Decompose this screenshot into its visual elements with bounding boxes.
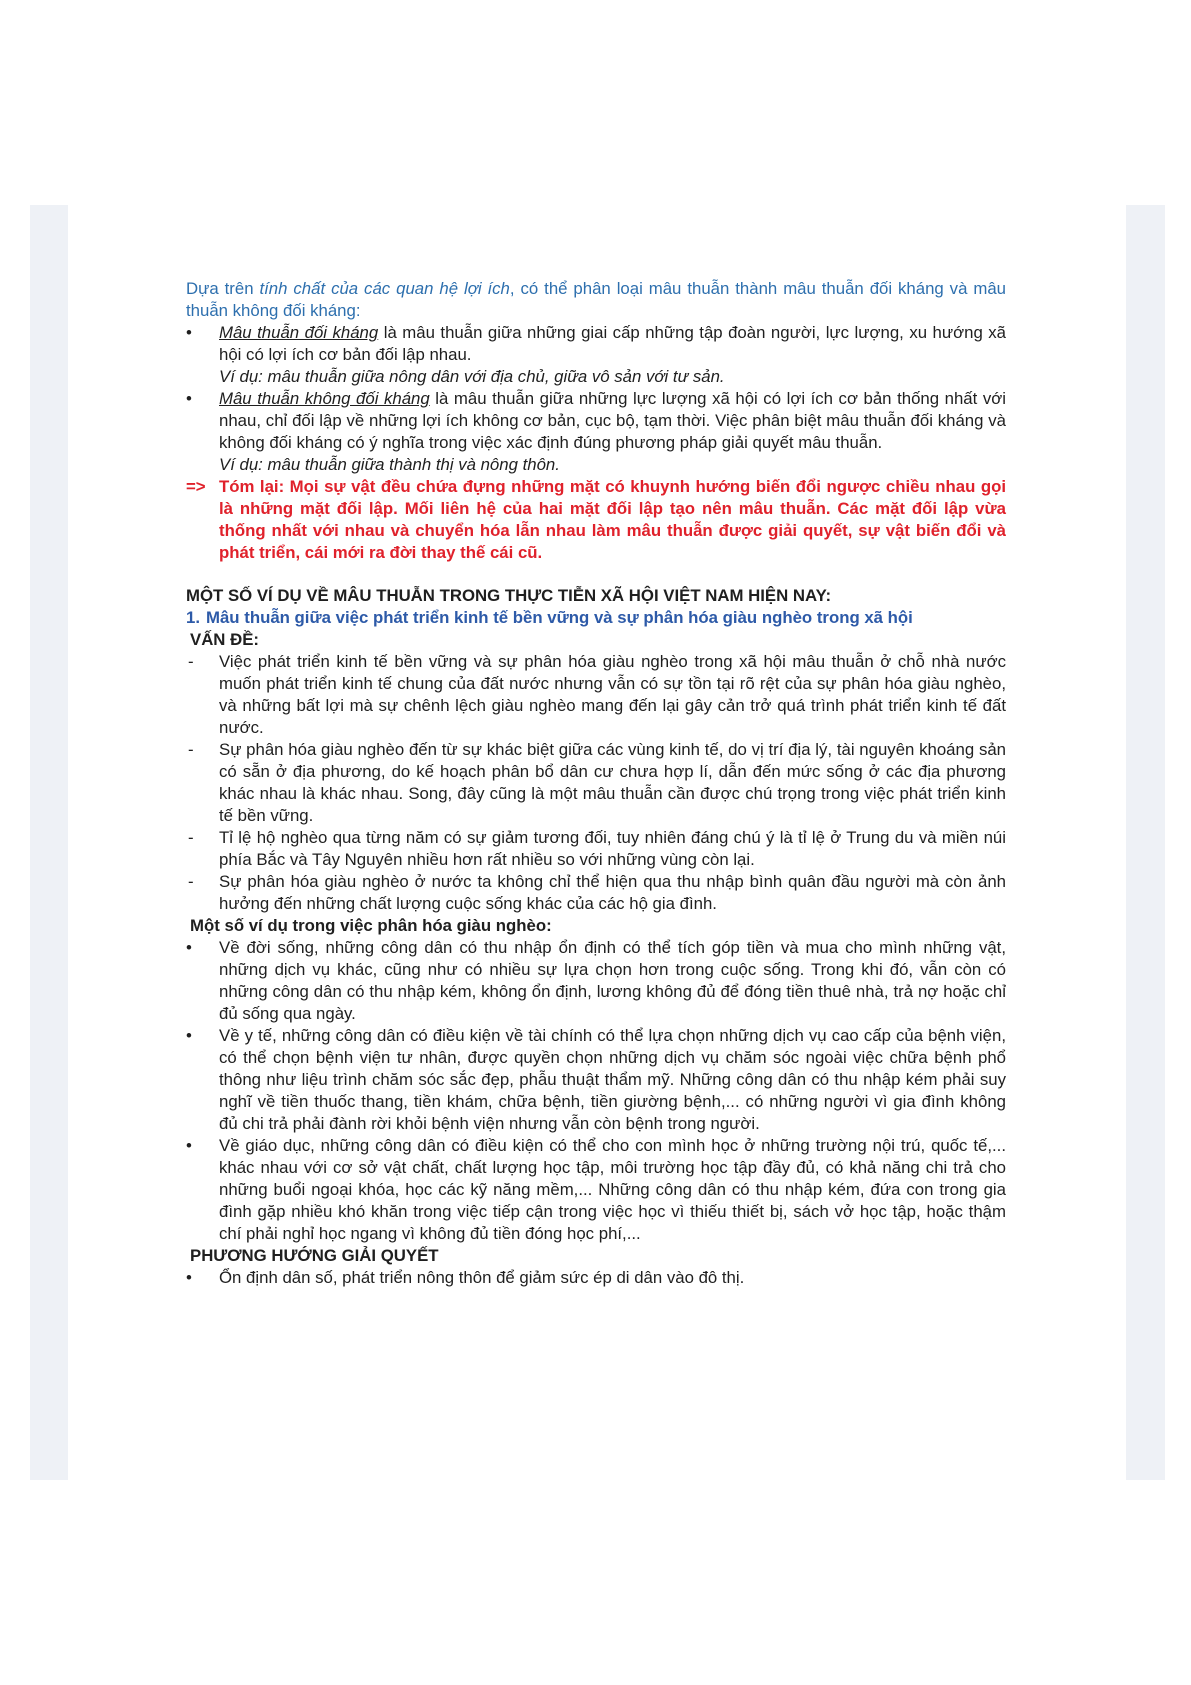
example-non-antagonistic: Ví dụ: mâu thuẫn giữa thành thị và nông thôn.: [219, 455, 560, 474]
subsection-number: 1.: [186, 608, 200, 627]
example-item: Về giáo dục, những công dân có điều kiện có thể cho con mình học ở những trường nội trú, quốc tế,... khác nhau với cơ sở vật chất, chất lượng học tập, môi trường học tập đầy đủ, có khả năng chi trả cho những buổi ngoại khóa, học các kỹ năng mềm,... Những công dân có thu nhập kém, đứa con trong gia đình gặp nhiều khó khăn trong việc tiếp cận trong việc học vì thiếu thiết bị, sách vở học tập, hoặc thậm chí phải nghỉ học ngang vì không đủ tiền đóng học phí,...: [219, 1136, 1006, 1243]
term-non-antagonistic: Mâu thuẫn không đối kháng: [219, 389, 430, 408]
list-item: [186, 871, 1006, 915]
intro-post: , có thể phân loại mâu thuẫn thành mâu thuẫn đối kháng và mâu thuẫn không đối kháng:: [186, 279, 1006, 320]
bullet-marker: •: [186, 938, 192, 957]
dash-marker: -: [188, 652, 194, 671]
list-item: [186, 937, 1006, 1025]
summary-arrow: =>: [186, 477, 206, 496]
subsection-title: Mâu thuẫn giữa việc phát triển kinh tế bền vững và sự phân hóa giàu nghèo trong xã hội: [206, 608, 913, 627]
dash-marker: -: [188, 872, 194, 891]
bullet-marker: •: [186, 389, 192, 408]
example-antagonistic: Ví dụ: mâu thuẫn giữa nông dân với địa chủ, giữa vô sản với tư sản.: [219, 367, 725, 386]
solution-item: Ổn định dân số, phát triển nông thôn để giảm sức ép di dân vào đô thị.: [219, 1268, 745, 1287]
term-antagonistic: Mâu thuẫn đối kháng: [219, 323, 379, 342]
subsection-heading: [186, 607, 1006, 629]
list-item: [186, 651, 1006, 739]
intro-italic: tính chất của các quan hệ lợi ích: [259, 279, 510, 298]
section-title: MỘT SỐ VÍ DỤ VỀ MÂU THUẪN TRONG THỰC TIỄN XÃ HỘI VIỆT NAM HIỆN NAY:: [186, 586, 832, 605]
list-item: [186, 1135, 1006, 1245]
problem-item: Sự phân hóa giàu nghèo đến từ sự khác biệt giữa các vùng kinh tế, do vị trí địa lý, tài nguyên khoáng sản có sẵn ở địa phương, do kế hoạch phân bổ dân cư chưa hợp lí, dẫn đến mức sống ở các địa phương khác nhau là khác nhau. Song, đây cũng là một mâu thuẫn cần được chú trọng trong việc phát triển kinh tế bền vững.: [219, 740, 1006, 825]
bullet-marker: •: [186, 1026, 192, 1045]
document-page: [68, 205, 1126, 1480]
intro-pre: Dựa trên: [186, 279, 260, 298]
summary-text: Tóm lại: Mọi sự vật đều chứa đựng những mặt có khuynh hướng biến đổi ngược chiều nhau gọi là những mặt đối lập. Mối liên hệ của hai mặt đối lập tạo nên mâu thuẫn. Các mặt đối lập vừa thống nhất với nhau và chuyển hóa lẫn nhau làm mâu thuẫn được giải quyết, sự vật biến đổi và phát triển, cái mới ra đời thay thế cái cũ.: [219, 477, 1006, 562]
bullet-marker: •: [186, 1268, 192, 1287]
problem-heading: VẤN ĐỀ:: [190, 630, 259, 649]
list-item: [186, 1267, 1006, 1289]
page-content: [186, 278, 1006, 1289]
type-item-non-antagonistic: [186, 388, 1006, 454]
bullet-marker: •: [186, 323, 192, 342]
example-item: Về y tế, những công dân có điều kiện về tài chính có thể lựa chọn những dịch vụ cao cấp của bệnh viện, có thể chọn bệnh viện tư nhân, được quyền chọn những dịch vụ chăm sóc ngoài việc chữa bệnh phổ thông như liệu trình chăm sóc sắc đẹp, phẫu thuật thẩm mỹ. Những công dân có thu nhập kém phải suy nghĩ về tiền thuốc thang, tiền khám, chữa bệnh, tiền giường bệnh,... có những người vì gia đình không đủ chi trả phải đành rời khỏi bệnh viện nhưng vẫn còn bệnh trong người.: [219, 1026, 1006, 1133]
list-item: [186, 1025, 1006, 1135]
type-text: là mâu thuẫn giữa những giai cấp những tập đoàn người, lực lượng, xu hướng xã hội có lợi ích cơ bản đối lập nhau.: [219, 323, 1006, 364]
list-item: [186, 739, 1006, 827]
examples-heading: Một số ví dụ trong việc phân hóa giàu nghèo:: [190, 916, 552, 935]
problem-item: Việc phát triển kinh tế bền vững và sự phân hóa giàu nghèo trong xã hội mâu thuẫn ở chỗ nhà nước muốn phát triển kinh tế chung của đất nước nhưng vẫn có sự tồn tại rõ rệt của sự phân hóa giàu nghèo, và những bất lợi mà sự chênh lệch giàu nghèo mang đến lại gây cản trở quá trình phát triển kinh tế đất nước.: [219, 652, 1006, 737]
problem-item: Sự phân hóa giàu nghèo ở nước ta không chỉ thể hiện qua thu nhập bình quân đầu người mà còn ảnh hưởng đến những chất lượng cuộc sống khác của các hộ gia đình.: [219, 872, 1006, 913]
type-item-antagonistic: [186, 322, 1006, 366]
solution-heading: PHƯƠNG HƯỚNG GIẢI QUYẾT: [190, 1246, 439, 1265]
bullet-marker: •: [186, 1136, 192, 1155]
problem-item: Tỉ lệ hộ nghèo qua từng năm có sự giảm tương đối, tuy nhiên đáng chú ý là tỉ lệ ở Trung du và miền núi phía Bắc và Tây Nguyên nhiều hơn rất nhiều so với những vùng còn lại.: [219, 828, 1006, 869]
list-item: [186, 827, 1006, 871]
type-text: là mâu thuẫn giữa những lực lượng xã hội có lợi ích cơ bản thống nhất với nhau, chỉ đối lập về những lợi ích không cơ bản, cục bộ, tạm thời. Việc phân biệt mâu thuẫn đối kháng và không đối kháng có ý nghĩa trong việc xác định đúng phương pháp giải quyết mâu thuẫn.: [219, 389, 1006, 452]
intro-paragraph: [186, 278, 1006, 322]
dash-marker: -: [188, 828, 194, 847]
summary-paragraph: [186, 476, 1006, 564]
example-item: Về đời sống, những công dân có thu nhập ổn định có thể tích góp tiền và mua cho mình những vật, những dịch vụ khác, cũng như có nhiều sự lựa chọn hơn trong cuộc sống. Trong khi đó, vẫn còn có những công dân có thu nhập kém, không ổn định, lương không đủ để đóng tiền thuê nhà, trả nợ hoặc chỉ đủ sống qua ngày.: [219, 938, 1006, 1023]
dash-marker: -: [188, 740, 194, 759]
